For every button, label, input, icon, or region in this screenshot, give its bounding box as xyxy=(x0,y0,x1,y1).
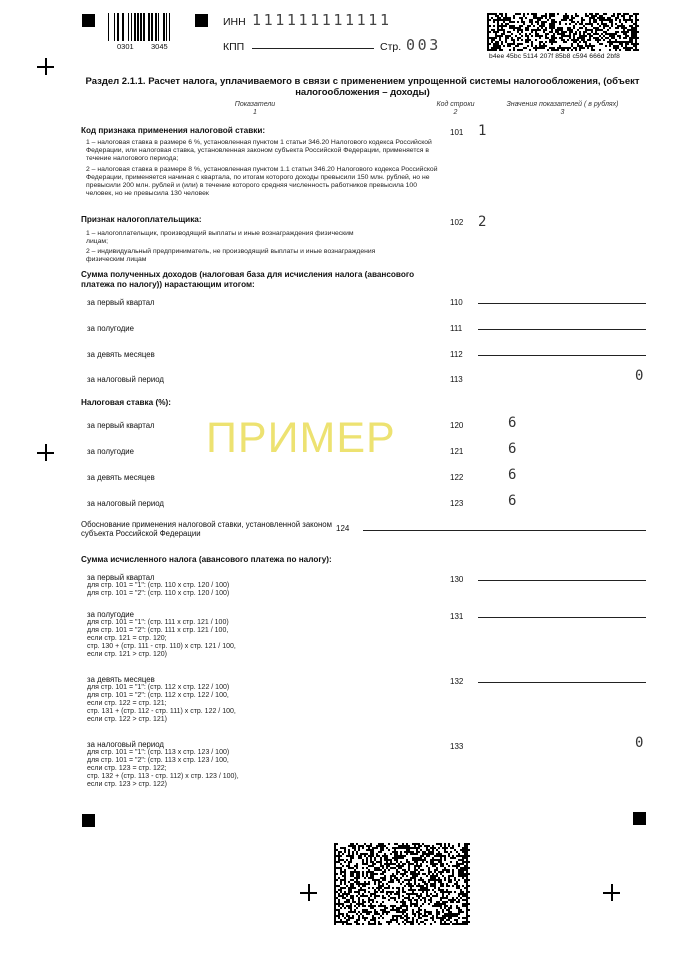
kpp-label: КПП xyxy=(223,41,245,53)
calc-row-code: 130 xyxy=(450,575,464,584)
income-row-label: за первый квартал xyxy=(87,298,155,307)
inn-label: ИНН xyxy=(223,16,246,28)
sample-stamp: ПРИМЕР xyxy=(206,414,396,462)
rate-heading: Налоговая ставка (%): xyxy=(81,398,171,407)
rate-row-label: за девять месяцев xyxy=(87,473,155,482)
code-101: 101 xyxy=(450,128,464,137)
income-row-field[interactable] xyxy=(478,303,646,304)
income-row-field[interactable] xyxy=(478,355,646,356)
barcode-number-1: 0301 xyxy=(117,42,134,51)
calc-row-code: 131 xyxy=(450,612,464,621)
corner-marker xyxy=(195,14,208,27)
bottom-pdf417-barcode xyxy=(334,843,470,925)
calc-row-code: 133 xyxy=(450,742,464,751)
calc-row-label: за налоговый период xyxy=(87,740,164,749)
inn-value: 111111111111 xyxy=(252,11,392,29)
income-row-label: за налоговый период xyxy=(87,375,164,384)
justification-label: Обоснование применения налоговой ставки, установленной законом субъекта Российской Федерации xyxy=(81,520,332,538)
barcode-number-2: 3045 xyxy=(151,42,168,51)
rate-row-label: за полугодие xyxy=(87,447,134,456)
rate-sign-option-1: 1 – налоговая ставка в размере 6 %, установленная пунктом 1 статьи 346.20 Налогового кодекса Российской Федерации, или налоговая ставка, установленная законом субъекта Российской Федерации, применяется в течение налогового периода; xyxy=(86,139,432,162)
rate-row-value[interactable]: 6 xyxy=(508,415,517,431)
code-124: 124 xyxy=(336,524,350,533)
value-101[interactable]: 1 xyxy=(478,123,487,139)
rate-row-value[interactable]: 6 xyxy=(508,441,517,457)
income-heading: Сумма полученных доходов (налоговая база для исчисления налога (авансового платежа по налогу)) нарастающим итогом: xyxy=(81,270,415,289)
corner-marker xyxy=(633,812,646,825)
calc-row-formula: для стр. 101 = "1": (стр. 110 х стр. 120 / 100) для стр. 101 = "2": (стр. 110 х стр. 120 / 100) xyxy=(87,582,230,597)
rate-row-code: 121 xyxy=(450,447,464,456)
page-number: 003 xyxy=(406,36,441,54)
rate-row-label: за первый квартал xyxy=(87,421,155,430)
page-label: Стр. xyxy=(380,41,402,53)
rate-row-code: 123 xyxy=(450,499,464,508)
section-title: Раздел 2.1.1. Расчет налога, уплачиваемого в связи с применением упрощенной системы налогообложения, (объект налогообложения – доходы) xyxy=(85,76,640,98)
taxpayer-sign-option-2: 2 – индивидуальный предприниматель, не производящий выплаты и иные вознаграждения физическим лицам xyxy=(86,248,376,263)
calc-row-label: за девять месяцев xyxy=(87,675,155,684)
income-row-label: за девять месяцев xyxy=(87,350,155,359)
rate-sign-heading: Код признака применения налоговой ставки: xyxy=(81,126,266,135)
corner-marker xyxy=(82,14,95,27)
income-row-code: 112 xyxy=(450,350,463,359)
income-row-label: за полугодие xyxy=(87,324,134,333)
kpp-field xyxy=(252,48,374,49)
calc-row-label: за полугодие xyxy=(87,610,134,619)
corner-marker xyxy=(82,814,95,827)
calc-row-field[interactable] xyxy=(478,617,646,618)
taxpayer-sign-option-1: 1 – налогоплательщик, производящий выплаты и иные вознаграждения физическим лицам; xyxy=(86,230,354,245)
calculated-heading: Сумма исчисленного налога (авансового платежа по налогу): xyxy=(81,555,332,564)
income-row-code: 110 xyxy=(450,298,463,307)
barcode-hash: b4ee 45bc 5114 207f 85b8 c594 666d 2bf8 xyxy=(489,53,620,60)
calc-row-field[interactable] xyxy=(478,580,646,581)
rate-row-code: 120 xyxy=(450,421,464,430)
registration-cross xyxy=(300,884,317,901)
income-row-value[interactable]: 0 xyxy=(635,368,644,384)
value-102[interactable]: 2 xyxy=(478,214,487,230)
calc-row-value[interactable]: 0 xyxy=(635,735,644,751)
rate-row-label: за налоговый период xyxy=(87,499,164,508)
linear-barcode xyxy=(106,13,184,41)
income-row-code: 113 xyxy=(450,375,463,384)
taxpayer-sign-heading: Признак налогоплательщика: xyxy=(81,215,202,224)
col-header-values: Значения показателей ( в рублях) 3 xyxy=(506,101,619,116)
rate-row-value[interactable]: 6 xyxy=(508,493,517,509)
calc-row-formula: для стр. 101 = "1": (стр. 113 х стр. 123 / 100) для стр. 101 = "2": (стр. 113 х стр. 123 / 100, если стр. 123 = стр. 122; стр. 132 + (стр. 113 - стр. 112) х стр. 123 / 100), если стр. 123 > стр. 122) xyxy=(87,749,239,788)
income-row-field[interactable] xyxy=(478,329,646,330)
rate-row-code: 122 xyxy=(450,473,464,482)
rate-sign-option-2: 2 – налоговая ставка в размере 8 %, установленная пунктом 1.1 статьи 346.20 Налогового кодекса Российской Федерации, применяется начиная с квартала, по итогам которого доходы превысили 150 млн. рублей, но не превысили 200 млн. рублей и (или) в течение которого средняя численность работников превысила 100 человек, но не превысила 130 человек xyxy=(86,166,438,197)
pdf417-barcode xyxy=(487,13,639,51)
registration-cross xyxy=(603,884,620,901)
calc-row-formula: для стр. 101 = "1": (стр. 111 х стр. 121 / 100) для стр. 101 = "2": (стр. 111 х стр. 121 / 100, если стр. 121 = стр. 120; стр. 130 + (стр. 111 - стр. 110) х стр. 121 / 100, если стр. 121 > стр. 120) xyxy=(87,619,236,658)
justification-field[interactable] xyxy=(363,530,646,531)
income-row-code: 111 xyxy=(450,324,463,333)
registration-cross xyxy=(37,58,54,75)
rate-row-value[interactable]: 6 xyxy=(508,467,517,483)
calc-row-label: за первый квартал xyxy=(87,573,155,582)
calc-row-formula: для стр. 101 = "1": (стр. 112 х стр. 122 / 100) для стр. 101 = "2": (стр. 112 х стр. 122 / 100, если стр. 122 = стр. 121; стр. 131 + (стр. 112 - стр. 111) х стр. 122 / 100, если стр. 122 > стр. 121) xyxy=(87,684,236,723)
calc-row-field[interactable] xyxy=(478,682,646,683)
calc-row-code: 132 xyxy=(450,677,464,686)
col-header-indicators: Показатели 1 xyxy=(234,101,276,116)
code-102: 102 xyxy=(450,218,464,227)
registration-cross xyxy=(37,444,54,461)
col-header-code: Код строки 2 xyxy=(436,101,475,116)
